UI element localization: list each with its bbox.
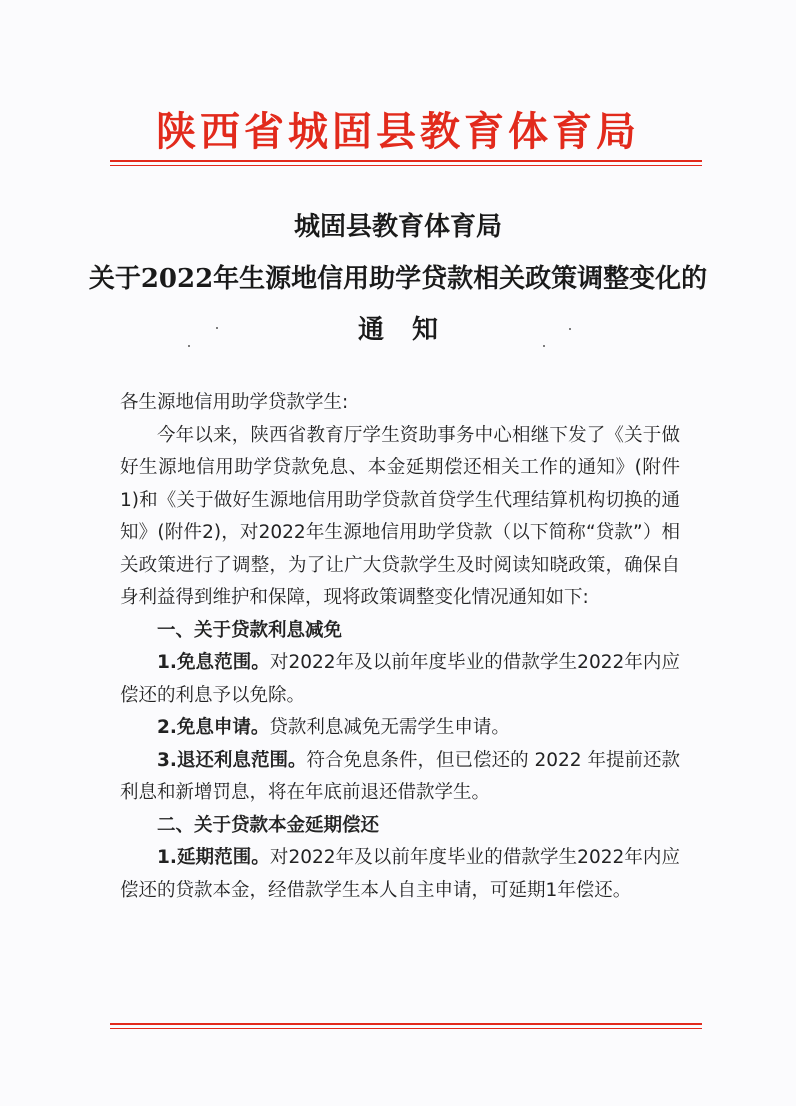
item-label: 3.退还利息范围。 bbox=[157, 749, 307, 771]
section-2-item-1 bbox=[120, 842, 680, 907]
item-text: 对2022年及以前年度毕业的借款学生2022年内应偿还的利息予以免除。 bbox=[120, 652, 680, 706]
item-label: 1.延期范围。 bbox=[157, 847, 270, 868]
item-label: 1.免息范围。 bbox=[157, 652, 270, 673]
footer-rule bbox=[110, 1023, 702, 1025]
scan-speck bbox=[216, 327, 218, 329]
item-label: 2.免息申请。 bbox=[157, 717, 270, 738]
document-body bbox=[120, 387, 680, 907]
document-title-line-2: 关于2022年生源地信用助学贷款相关政策调整变化的 bbox=[88, 264, 708, 294]
letterhead-top-rule bbox=[110, 160, 702, 162]
section-1-item-1 bbox=[120, 647, 680, 712]
document-title-line-3: 通知 bbox=[357, 315, 466, 345]
scan-speck bbox=[188, 345, 190, 347]
document-title-line-1: 城固县教育体育局 bbox=[293, 212, 502, 242]
item-text: 符合免息条件，但已偿还的 2022 年提前还款利息和新增罚息，将在年底前退还借款学生。 bbox=[120, 749, 680, 803]
section-2-heading: 二、关于贷款本金延期偿还 bbox=[157, 814, 380, 836]
scan-speck bbox=[543, 345, 545, 347]
org-letterhead: 陕西省城固县教育体育局 bbox=[156, 108, 640, 155]
section-1-item-2 bbox=[120, 712, 680, 745]
section-1-heading: 一、关于贷款利息减免 bbox=[157, 619, 343, 641]
intro-paragraph: 今年以来，陕西省教育厅学生资助事务中心相继下发了《关于做好生源地信用助学贷款免息、本金延期偿还相关工作的通知》(附件1)和《关于做好生源地信用助学贷款首贷学生代理结算机构切换的通知》(附件2)，对2022年生源地信用助学贷款（以下简称“贷款”）相关政策进行了调整，为了让广大贷款学生及时阅读知晓政策，确保自身利益得到维护和保障，现将政策调整变化情况通知如下: bbox=[120, 424, 680, 608]
item-text: 贷款利息减免无需学生申请。 bbox=[269, 717, 510, 738]
scan-speck bbox=[569, 328, 571, 330]
section-1-item-3 bbox=[120, 745, 680, 810]
item-text: 对2022年及以前年度毕业的借款学生2022年内应偿还的贷款本金，经借款学生本人自主申请，可延期1年偿还。 bbox=[120, 847, 680, 901]
salutation: 各生源地信用助学贷款学生: bbox=[120, 392, 349, 413]
